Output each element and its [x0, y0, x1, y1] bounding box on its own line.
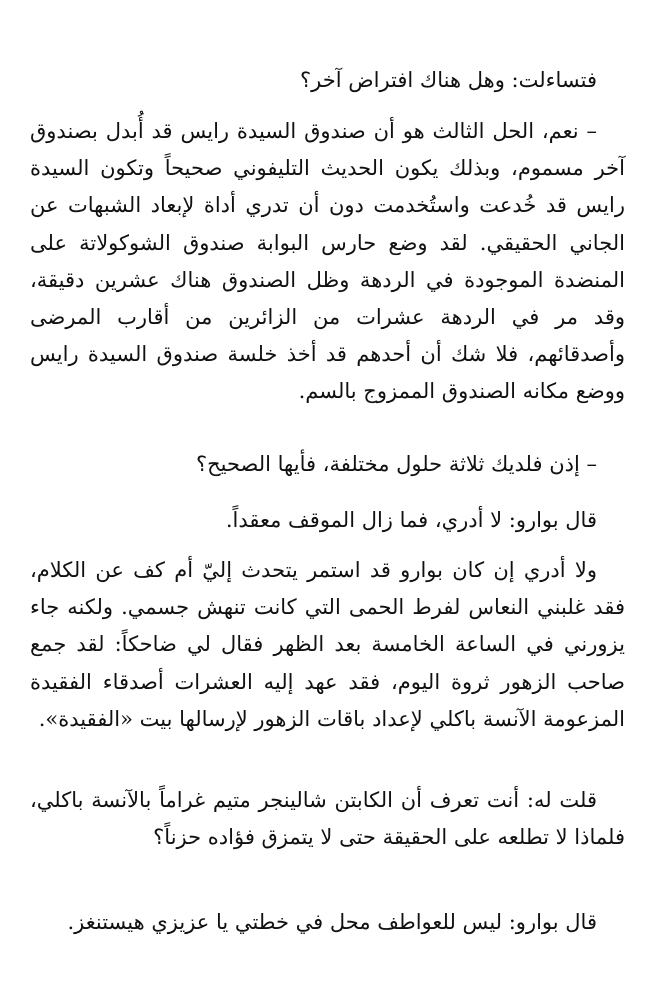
paragraph-question: فتساءلت: وهل هناك افتراض آخر؟ [300, 68, 597, 92]
paragraph-poirot-reply: قال بوارو: ليس للعواطف محل في خطتي يا عزيزي هيستنغز. [67, 910, 597, 934]
paragraph-flowers: ولا أدري إن كان بوارو قد استمر يتحدث إليّ أم كف عن الكلام، فقد غلبني النعاس لفرط الحمى التي كانت تنهش جسمي. ولكنه جاء يزورني في الساعة الخامسة بعد الظهر فقال لي ضاحكاً: لقد جمع صاحب الزهور ثروة اليوم، فقد عهد إليه العشرات أصدقاء الفقيدة المزعومة الآنسة باكلي لإعداد باقات الزهور لإرسالها بيت «الفقيدة». [30, 558, 625, 731]
paragraph-third-solution: – نعم، الحل الثالث هو أن صندوق السيدة رايس قد أُبدل بصندوق آخر مسموم، وبذلك يكون الحديث التليفوني صحيحاً وتكون السيدة رايس قد خُدعت واستُخدمت دون أن تدري أداة لإبعاد الشبهات عن الجاني الحقيقي. لقد وضع حارس البوابة صندوق الشوكولاتة على المنضدة الموجودة في الردهة وظل الصندوق هناك عشرين دقيقة، وقد مر في الردهة عشرات من الزائرين من أقارب المرضى وأصدقائهم، فلا شك أن أحدهم قد أخذ خلسة صندوق السيدة رايس ووضع مكانه الصندوق الممزوج بالسم. [30, 119, 625, 404]
paragraph-poirot-unsure: قال بوارو: لا أدري، فما زال الموقف معقداً. [225, 508, 597, 532]
paragraph-challenger: قلت له: أنت تعرف أن الكابتن شالينجر متيم غراماً بالآنسة باكلي، فلماذا لا تطلعه على الحقيقة حتى لا يتمزق فؤاده حزناً؟ [30, 788, 625, 850]
paragraph-three-solutions: – إذن فلديك ثلاثة حلول مختلفة، فأيها الصحيح؟ [195, 452, 597, 476]
